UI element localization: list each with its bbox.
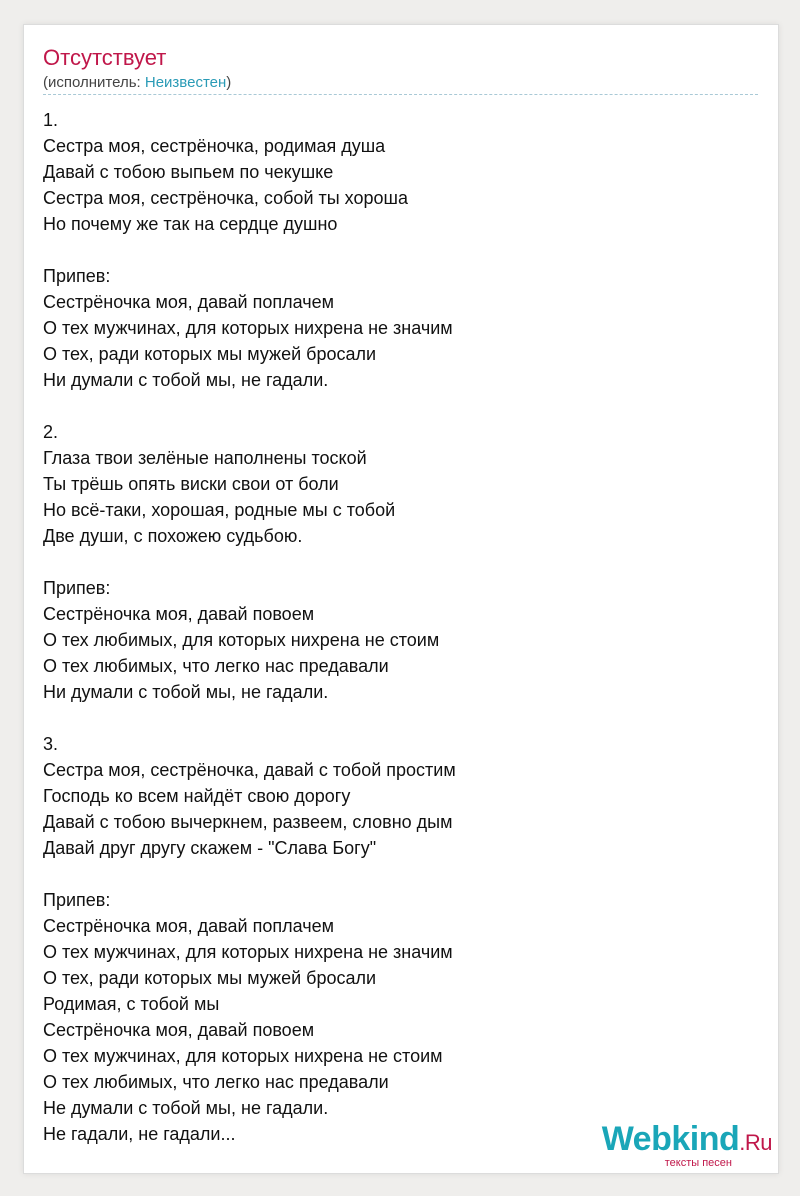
lyric-line: О тех мужчинах, для которых нихрена не значим bbox=[43, 318, 453, 338]
lyric-blank-line bbox=[43, 705, 758, 731]
logo-subtitle: тексты песен bbox=[664, 1157, 732, 1169]
lyric-blank-line bbox=[43, 237, 758, 263]
artist-link[interactable]: Неизвестен bbox=[144, 74, 227, 91]
lyric-line: Ни думали с тобой мы, не гадали. bbox=[43, 682, 329, 702]
lyric-line: Сестрёночка моя, давай поплачем bbox=[43, 292, 334, 312]
lyric-line: Давай с тобою вычеркнем, развеем, словно дым bbox=[43, 812, 453, 832]
lyric-line: О тех любимых, что легко нас предавали bbox=[43, 656, 389, 676]
title-divider bbox=[43, 94, 758, 95]
lyric-line: Но всё-таки, хорошая, родные мы с тобой bbox=[43, 500, 396, 520]
song-title: Отсутствует bbox=[43, 45, 167, 70]
lyric-line: Давай с тобою выпьем по чекушке bbox=[43, 162, 334, 182]
lyric-line: Не гадали, не гадали... bbox=[43, 1124, 236, 1144]
lyric-line: Сестрёночка моя, давай поплачем bbox=[43, 916, 334, 936]
lyric-line: Но почему же так на сердце душно bbox=[43, 214, 338, 234]
lyric-line: Давай друг другу скажем - "Слава Богу" bbox=[43, 838, 377, 858]
lyric-line: О тех, ради которых мы мужей бросали bbox=[43, 344, 377, 364]
site-logo[interactable] bbox=[602, 1122, 772, 1169]
lyric-line: Сестра моя, сестрёночка, родимая душа bbox=[43, 136, 386, 156]
lyric-line: Глаза твои зелёные наполнены тоской bbox=[43, 448, 367, 468]
lyric-line: Ни думали с тобой мы, не гадали. bbox=[43, 370, 329, 390]
lyric-line: Родимая, с тобой мы bbox=[43, 994, 220, 1014]
lyric-line: О тех любимых, что легко нас предавали bbox=[43, 1072, 389, 1092]
lyric-blank-line bbox=[43, 549, 758, 575]
lyric-line: Не думали с тобой мы, не гадали. bbox=[43, 1098, 329, 1118]
lyric-line: Сестра моя, сестрёночка, собой ты хороша bbox=[43, 188, 408, 208]
lyric-line: О тех мужчинах, для которых нихрена не стоим bbox=[43, 1046, 443, 1066]
logo-main-text: Webkind bbox=[601, 1120, 740, 1158]
lyric-line: Сестра моя, сестрёночка, давай с тобой простим bbox=[43, 760, 456, 780]
artist-line bbox=[43, 74, 231, 92]
lyric-line: 1. bbox=[43, 110, 59, 130]
artist-prefix: (исполнитель: bbox=[43, 74, 145, 91]
logo-wordmark bbox=[602, 1122, 772, 1160]
lyric-line: Припев: bbox=[43, 890, 111, 910]
lyric-line: Две души, с похожею судьбою. bbox=[43, 526, 303, 546]
logo-tld-text: .Ru bbox=[739, 1130, 772, 1155]
lyric-line: 2. bbox=[43, 422, 59, 442]
lyric-line: О тех любимых, для которых нихрена не стоим bbox=[43, 630, 440, 650]
lyrics-text bbox=[43, 107, 758, 1147]
lyric-line: О тех, ради которых мы мужей бросали bbox=[43, 968, 377, 988]
lyric-line: О тех мужчинах, для которых нихрена не значим bbox=[43, 942, 453, 962]
lyric-line: Господь ко всем найдёт свою дорогу bbox=[43, 786, 351, 806]
lyric-line: Сестрёночка моя, давай повоем bbox=[43, 1020, 315, 1040]
lyric-line: Сестрёночка моя, давай повоем bbox=[43, 604, 315, 624]
lyric-line: 3. bbox=[43, 734, 59, 754]
lyric-line: Припев: bbox=[43, 578, 111, 598]
lyric-blank-line bbox=[43, 861, 758, 887]
artist-suffix: ) bbox=[226, 74, 232, 91]
lyric-line: Припев: bbox=[43, 266, 111, 286]
lyric-blank-line bbox=[43, 393, 758, 419]
lyrics-card bbox=[23, 24, 779, 1174]
lyric-line: Ты трёшь опять виски свои от боли bbox=[43, 474, 339, 494]
